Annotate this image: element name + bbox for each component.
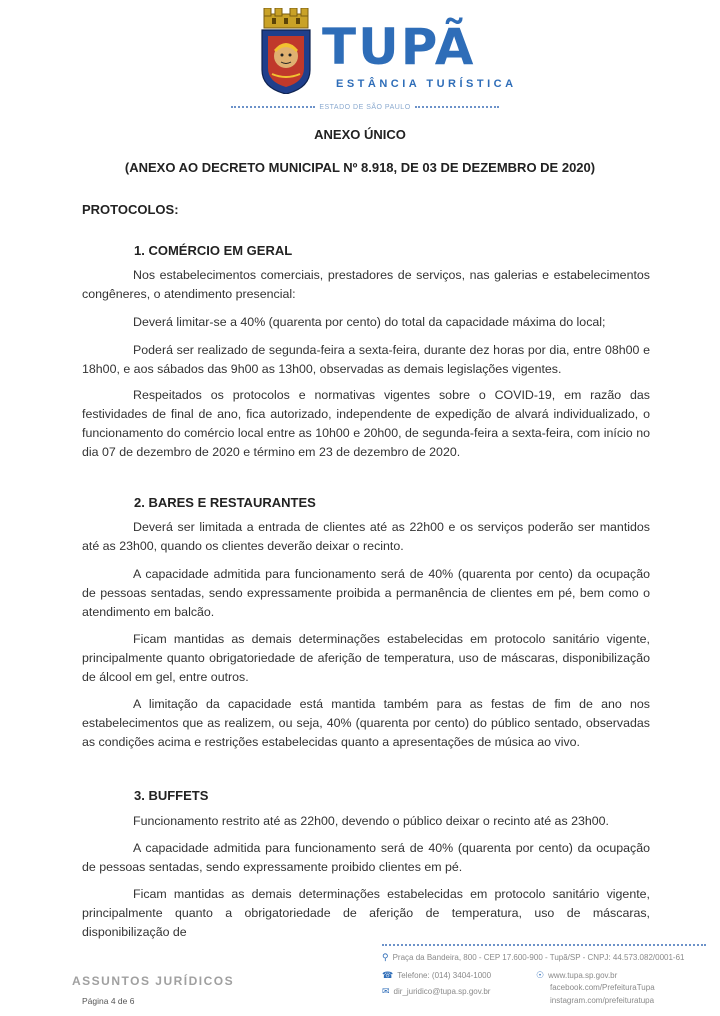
city-crest-logo [258,8,314,94]
phone-icon: ☎ [382,970,394,980]
brand-name: TUPÃ [322,18,476,76]
state-line [218,104,512,111]
divider-dots-right [415,106,499,108]
paragraph: Respeitados os protocolos e normativas vigentes sobre o COVID-19, em razão das festividades de final de ano, fica autorizado, independente de expedição de alvará individualizado, o funcionamento do comércio local entre as 10h00 e 20h00, de segunda-feira a sexta-feira, com início no dia 07 de dezembro de 2020 e término em 23 de dezembro de 2020. [82,388,650,459]
paragraph: Ficam mantidas as demais determinações estabelecidas em protocolo sanitário vigente, principalmente quanto a obrigatoriedade de aferição de temperatura, uso de máscaras, disponibilização de [82,887,650,939]
paragraph: A capacidade admitida para funcionamento será de 40% (quarenta por cento) da ocupação de pessoas sentadas, sendo expressamente proibido clientes em pé. [82,841,650,874]
section-2-heading: 2. BARES E RESTAURANTES [134,495,316,510]
paragraph: Deverá limitar-se a 40% (quarenta por cento) do total da capacidade máxima do local; [133,315,606,329]
document-title: ANEXO ÚNICO [314,127,406,142]
paragraph: Funcionamento restrito até as 22h00, devendo o público deixar o recinto até as 23h00. [133,814,609,828]
footer-phone: ☎ Telefone: (014) 3404-1000 [382,970,492,980]
paragraph: Ficam mantidas as demais determinações estabelecidas em protocolo sanitário vigente, principalmente quanto obrigatoriedade de aferição de temperatura, uso de máscaras, disponibilização de álcool em gel, entre outros. [82,632,650,684]
paragraph: Poderá ser realizado de segunda-feira a sexta-feira, durante dez horas por dia, entre 08h00 e 18h00, e aos sábados das 9h00 as 13h00, observadas as demais legislações vigentes. [82,343,650,376]
divider-dots-left [231,106,315,108]
section-3-heading: 3. BUFFETS [134,788,209,803]
location-pin-icon: ⚲ [382,952,389,962]
footer-divider [382,944,706,946]
footer-department: ASSUNTOS JURÍDICOS [72,974,235,988]
footer-email: ✉ dir_juridico@tupa.sp.gov.br [382,986,491,996]
section-label: PROTOCOLOS: [82,202,179,217]
paragraph: A limitação da capacidade está mantida também para as festas de fim de ano nos estabelecimentos que as realizem, ou seja, 40% (quarenta por cento) do público sentado, observadas as condições acima e restrições estabelecidas quanto a apresentações de música ao vivo. [82,697,650,749]
brand-subtitle: ESTÂNCIA TURÍSTICA [336,78,517,90]
paragraph: Deverá ser limitada a entrada de clientes até as 22h00 e os serviços poderão ser mantidos até as 23h00, quando os clientes deverão deixar o recinto. [82,520,650,553]
state-label: ESTADO DE SÃO PAULO [319,104,411,111]
page-number: Página 4 de 6 [82,996,135,1006]
globe-icon: ☉ [536,970,545,980]
footer-website: ☉ www.tupa.sp.gov.br [536,970,618,980]
footer-facebook: facebook.com/PrefeituraTupa [550,983,655,992]
section-1-heading: 1. COMÉRCIO EM GERAL [134,243,293,258]
mail-icon: ✉ [382,986,390,996]
footer-address: ⚲ Praça da Bandeira, 800 - CEP 17.600-900 - Tupã/SP - CNPJ: 44.573.082/0001-61 [382,952,685,962]
footer-instagram: instagram.com/prefeituratupa [550,996,655,1005]
paragraph: A capacidade admitida para funcionamento será de 40% (quarenta por cento) da ocupação de pessoas sentadas, sendo expressamente proibida a permanência de clientes em pé, bem como o atendimento em balcão. [82,567,650,619]
document-subtitle: (ANEXO AO DECRETO MUNICIPAL Nº 8.918, DE 03 DE DEZEMBRO DE 2020) [124,160,596,175]
paragraph: Nos estabelecimentos comerciais, prestadores de serviços, nas galerias e estabelecimentos congêneres, o atendimento presencial: [82,268,650,301]
